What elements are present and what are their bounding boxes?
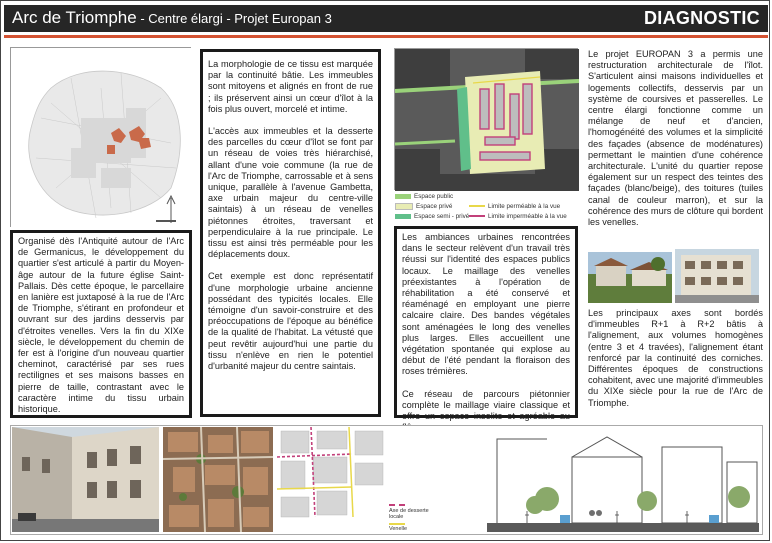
ambiance-paragraph-1: Les ambiances urbaines rencontrées dans le secteur relèvent d'un travail très réussi sur l'identité des espaces publics locaux. Le maillage des venelles préexistantes à l'opération de réhabilitation a été conservé et réaménagé en employant une pierre calcaire claire. Des bandes végétales sont aménagées le long des venelles plus larges. Elles accueillent une végétation spontanée qui explose au début de l'été pendant la floraison des roses trémières. xyxy=(402,232,570,377)
history-text-box xyxy=(10,230,192,418)
legend-permeable xyxy=(469,203,560,210)
street-section xyxy=(487,427,759,532)
history-paragraph: Organisé dès l'Antiquité autour de l'Arc de Germanicus, le développement du quartier s'est articulé à partir du Moyen-âge autour de la future église Saint-Pallais. Dès cette époque, le parcellaire en lanière est juxtaposé à la rue de l'Arc de Triomphe, s'étirant en profondeur et ouvrant sur des jardins desservis par d'étroites venelles. Vers la fin du XIXe siècle, le développement du chemin de fer est à l'origine d'un nouveau quartier cheminot, caractérisé par ses rues rectilignes et ses maisons basses en pierre de taille, contrastant avec le caractère intime du tissu urbain historique. xyxy=(18,236,184,415)
legend-public xyxy=(395,193,453,200)
morphology-paragraph-3: Cet exemple est donc représentatif d'une morphologie urbaine ancienne possédant des typicités locales. Elle témoigne d'un savoir-construire et des préoccupations de l'époque au bénéfice de la qualité de l'habitat. La vétusté que peut revêtir aujourd'hui une partie du tissu n'enlève en rien le potentiel d'urbanité majeur du centre saintais. xyxy=(208,271,373,372)
street-photo-2 xyxy=(675,249,759,303)
legend-impermeable xyxy=(469,213,567,220)
swatch-public xyxy=(395,194,411,199)
venelle-map-drawing xyxy=(277,427,389,532)
title-main: Arc de Triomphe xyxy=(12,8,137,27)
legend-impermeable-label: Limite imperméable à la vue xyxy=(488,213,567,220)
legend-semi-private-label: Espace semi - privé xyxy=(414,213,470,220)
aerial-photo xyxy=(163,427,273,532)
map-legend-axis xyxy=(389,504,433,520)
site-plan xyxy=(394,48,578,190)
street-photo-3 xyxy=(12,427,159,532)
swatch-semi-private xyxy=(395,214,411,219)
street-photo-3-image xyxy=(12,427,159,532)
street-photo-1 xyxy=(588,252,672,303)
header-bar xyxy=(4,5,768,32)
section-tag: DIAGNOSTIC xyxy=(643,8,760,28)
accent-rule xyxy=(4,35,768,38)
legend-private xyxy=(395,203,452,210)
morphology-text-box xyxy=(200,49,381,417)
line-impermeable xyxy=(469,215,485,217)
europan-paragraph-1: Le projet EUROPAN 3 a permis une restructuration architecturale de l'îlot. S'articulent ainsi maisons individuelles et logements collectifs, desservis par un système de coursives et passerelles. Le centre élargi fonctionne comme un mélange de neuf et d'ancien, l'homogénéité des volumes et la simplicité des façades (absence de modénatures) permettant le maintien d'une cohérence architecturale. L'unité du quartier repose également sur un respect des teintes des façades (blanc/beige), des toitures (tuiles canal de couleur marron), et sur la cohérence des murs de clôture qui bordent les venelles. xyxy=(588,49,763,228)
europan-text-top xyxy=(588,49,763,245)
morphology-paragraph-1: La morphologie de ce tissu est marquée par la continuité bâtie. Les immeubles sont mitoyens et alignés en front de rue ; ils préservent ainsi un cœur d'îlot à la fois plus ouvert, morcelé et intime. xyxy=(208,59,373,114)
street-photo-1-image xyxy=(588,252,672,303)
page-title xyxy=(12,8,332,28)
city-map xyxy=(10,47,191,227)
line-alley xyxy=(389,523,405,525)
legend-public-label: Espace public xyxy=(414,193,454,200)
ambiance-paragraph-2: Ce réseau de parcours piétonnier complète le maillage viaire classique et offre un espace insolite et agréable au xyxy=(402,388,570,422)
swatch-private xyxy=(395,203,413,210)
site-plan-drawing xyxy=(395,49,579,191)
legend-axis-label: Axe de desserte locale xyxy=(389,508,429,520)
legend-semi-private xyxy=(395,213,469,220)
europan-paragraph-2: Les principaux axes sont bordés d'immeubles R+1 à R+2 bâtis à l'alignement, aux volumes homogènes (entre 3 et 4 travées), l'alignement étant renforcé par la continuité des corniches. Différentes époques de constructions cohabitent, avec une majorité d'immeubles du XIXe siècle pour la rue de l'Arc de Triomphe. xyxy=(588,308,763,408)
line-axis xyxy=(389,504,405,506)
street-section-drawing xyxy=(487,427,759,532)
venelle-map xyxy=(277,427,389,532)
map-legend-alley xyxy=(389,523,407,532)
ambiance-text-box xyxy=(394,226,578,422)
legend-alley-label: Venelle xyxy=(389,526,408,532)
aerial-photo-image xyxy=(163,427,273,532)
street-photo-2-image xyxy=(675,249,759,303)
morphology-paragraph-2: L'accès aux immeubles et la desserte des parcelles du cœur d'îlot se font par un réseau de voies très hiérarchisé, allant d'une voie commune (la rue de l'Arc de Triomphe, carrossable et à sens unique, parallèle à l'avenue Gambetta, axe urbain majeur du centre-ville saintais) à un réseau de venelles piétonnes étroites, traversant et perpendiculaire à la rue principale. Le tissu est ainsi très perméable pour les déplacements doux. xyxy=(208,126,373,260)
europan-text-bottom xyxy=(588,308,763,416)
legend-private-label: Espace privé xyxy=(416,203,453,211)
title-sub: - Centre élargi - Projet Europan 3 xyxy=(136,11,332,26)
line-permeable xyxy=(469,205,485,207)
city-map-drawing xyxy=(11,48,192,228)
legend-permeable-label: Limite perméable à la vue xyxy=(488,203,561,210)
